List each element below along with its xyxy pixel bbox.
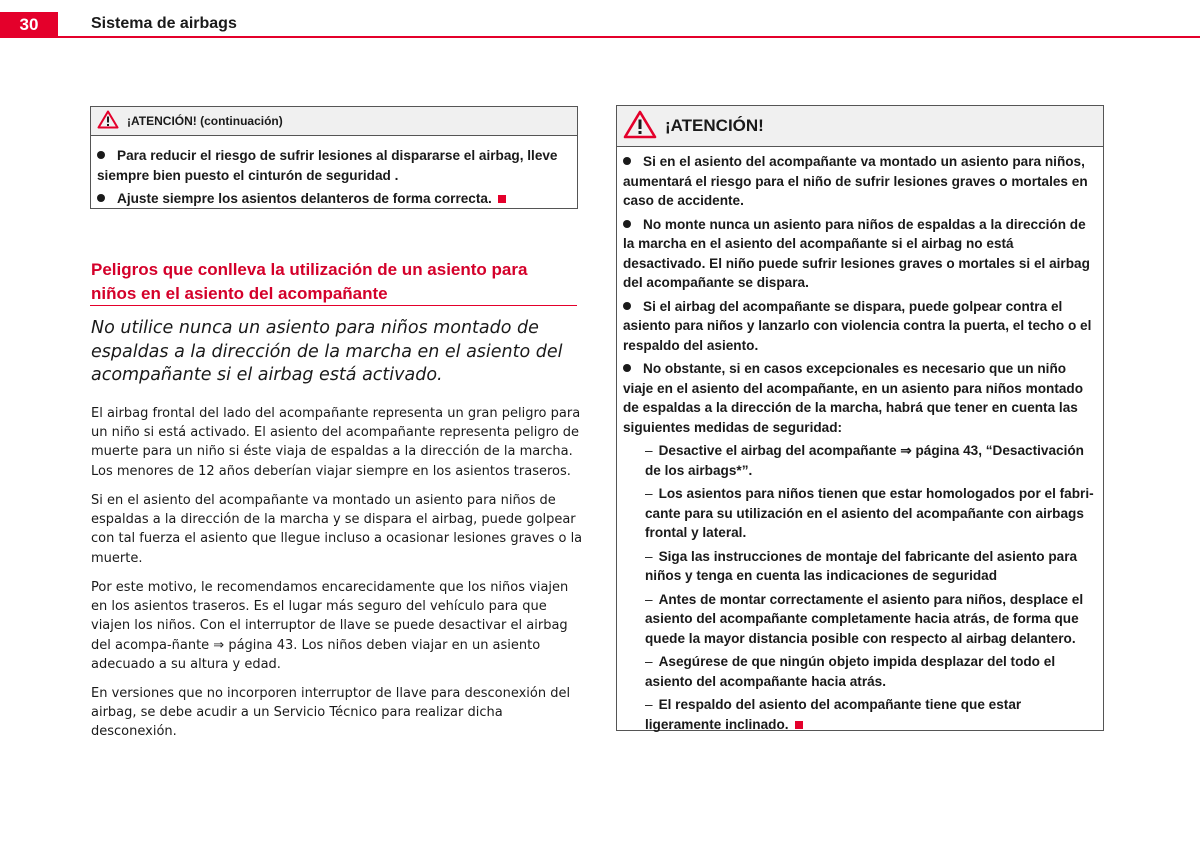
body-paragraph: En versiones que no incorporen interruptor de llave para desconexión del airbag, se debe acudir a un Servicio Técnico para realizar dicha desconexión. [91,686,571,740]
body-paragraph: El airbag frontal del lado del acompañante representa un gran peligro para un niño si está activado. El asiento del acompañante representa peligro de muerte para un niño si éste viaja de espaldas a la dirección de la marcha. Los menores de 12 años deberían viajar siempre en los asientos traseros. [91,406,581,479]
end-square-icon [498,195,506,203]
warning-subitem: – Siga las instrucciones de montaje del fabricante del asiento para niños y tenga en cuenta las indicaciones de seguridad [645,548,1078,583]
warning-box-continuation [90,106,578,209]
bullet-icon [623,364,631,372]
header-rule [58,36,1200,38]
warning-header [617,106,1103,147]
end-square-icon [795,721,803,729]
body-paragraph: Por este motivo, le recomendamos encarecidamente que los niños viajen en los asientos traseros. Es el lugar más seguro del vehículo para que viajen los niños. Con el interruptor de llave se puede desactivar el airbag del acompa-ñante ⇒ página 43. Los niños deben viajar en un asiento adecuado a su altura y edad. [91,580,569,672]
page-title: Sistema de airbags [91,15,237,32]
section-rule [90,305,577,306]
warning-item: Para reducir el riesgo de sufrir lesiones al dispararse el airbag, lleve siempre bien puesto el cinturón de seguridad . [97,148,558,183]
warning-triangle-icon [97,110,119,133]
body-paragraph: Si en el asiento del acompañante va montado un asiento para niños de espaldas a la dirección de la marcha y se dispara el airbag, puede golpear con tal fuerza el asiento que llegue incluso a ocasionar lesiones graves o la muerte. [91,493,583,566]
warning-item: No obstante, si en casos excepcionales es necesario que un niño viaje en el asiento del acompañante, en un asiento para niños montado de espaldas a la dirección de la marcha, habrá que tener en cuenta las siguientes medidas de seguridad: [623,361,1084,435]
bullet-icon [97,151,105,159]
section-lead: No utilice nunca un asiento para niños montado de espaldas a la dirección de la marcha en el asiento del acompañante si el airbag está activado. [91,318,563,385]
bullet-icon [623,302,631,310]
warning-subitem: – Asegúrese de que ningún objeto impida desplazar del todo el asiento del acompañante hacia atrás. [645,654,1056,689]
warning-subitem: – Desactive el airbag del acompañante ⇒ página 43, “Desactivación de los airbags*”. [645,443,1084,478]
warning-item: Ajuste siempre los asientos delanteros de forma correcta. [97,189,571,209]
warning-item: Si en el asiento del acompañante va montado un asiento para niños, aumentará el riesgo para el niño de sufrir lesiones graves o mortales en caso de accidente. [623,154,1088,208]
warning-item: Si el airbag del acompañante se dispara, puede golpear contra el asiento para niños y lanzarlo con violencia contra la puerta, el techo o el respaldo del asiento. [623,298,1092,353]
bullet-icon [97,194,105,202]
warning-subitem: – El respaldo del asiento del acompañante tiene que estar ligeramente inclinado. [645,697,1022,732]
warning-title: ¡ATENCIÓN! (continuación) [127,114,283,128]
warning-subitem: – Los asientos para niños tienen que estar homologados por el fabri-cante para su utilización en el asiento del acompañante con airbags frontal y lateral. [645,486,1094,540]
bullet-icon [623,220,631,228]
page-number: 30 [0,12,58,38]
warning-subitem: – Antes de montar correctamente el asiento para niños, desplace el asiento del acompañante completamente hacia atrás, de forma que quede la mayor distancia posible con respecto al airbag delantero. [645,591,1084,646]
bullet-icon [623,157,631,165]
warning-triangle-icon [623,110,657,143]
warning-title: ¡ATENCIÓN! [665,116,764,135]
warning-header [91,107,577,136]
warning-box [616,105,1104,731]
section-heading: Peligros que conlleva la utilización de un asiento para niños en el asiento del acompañante [91,260,528,303]
warning-item: No monte nunca un asiento para niños de espaldas a la dirección de la marcha en el asiento del acompañante si el airbag no está desactivado. El niño puede sufrir lesiones graves o mortales si el airbag del acompañante se dispara. [623,216,1090,290]
